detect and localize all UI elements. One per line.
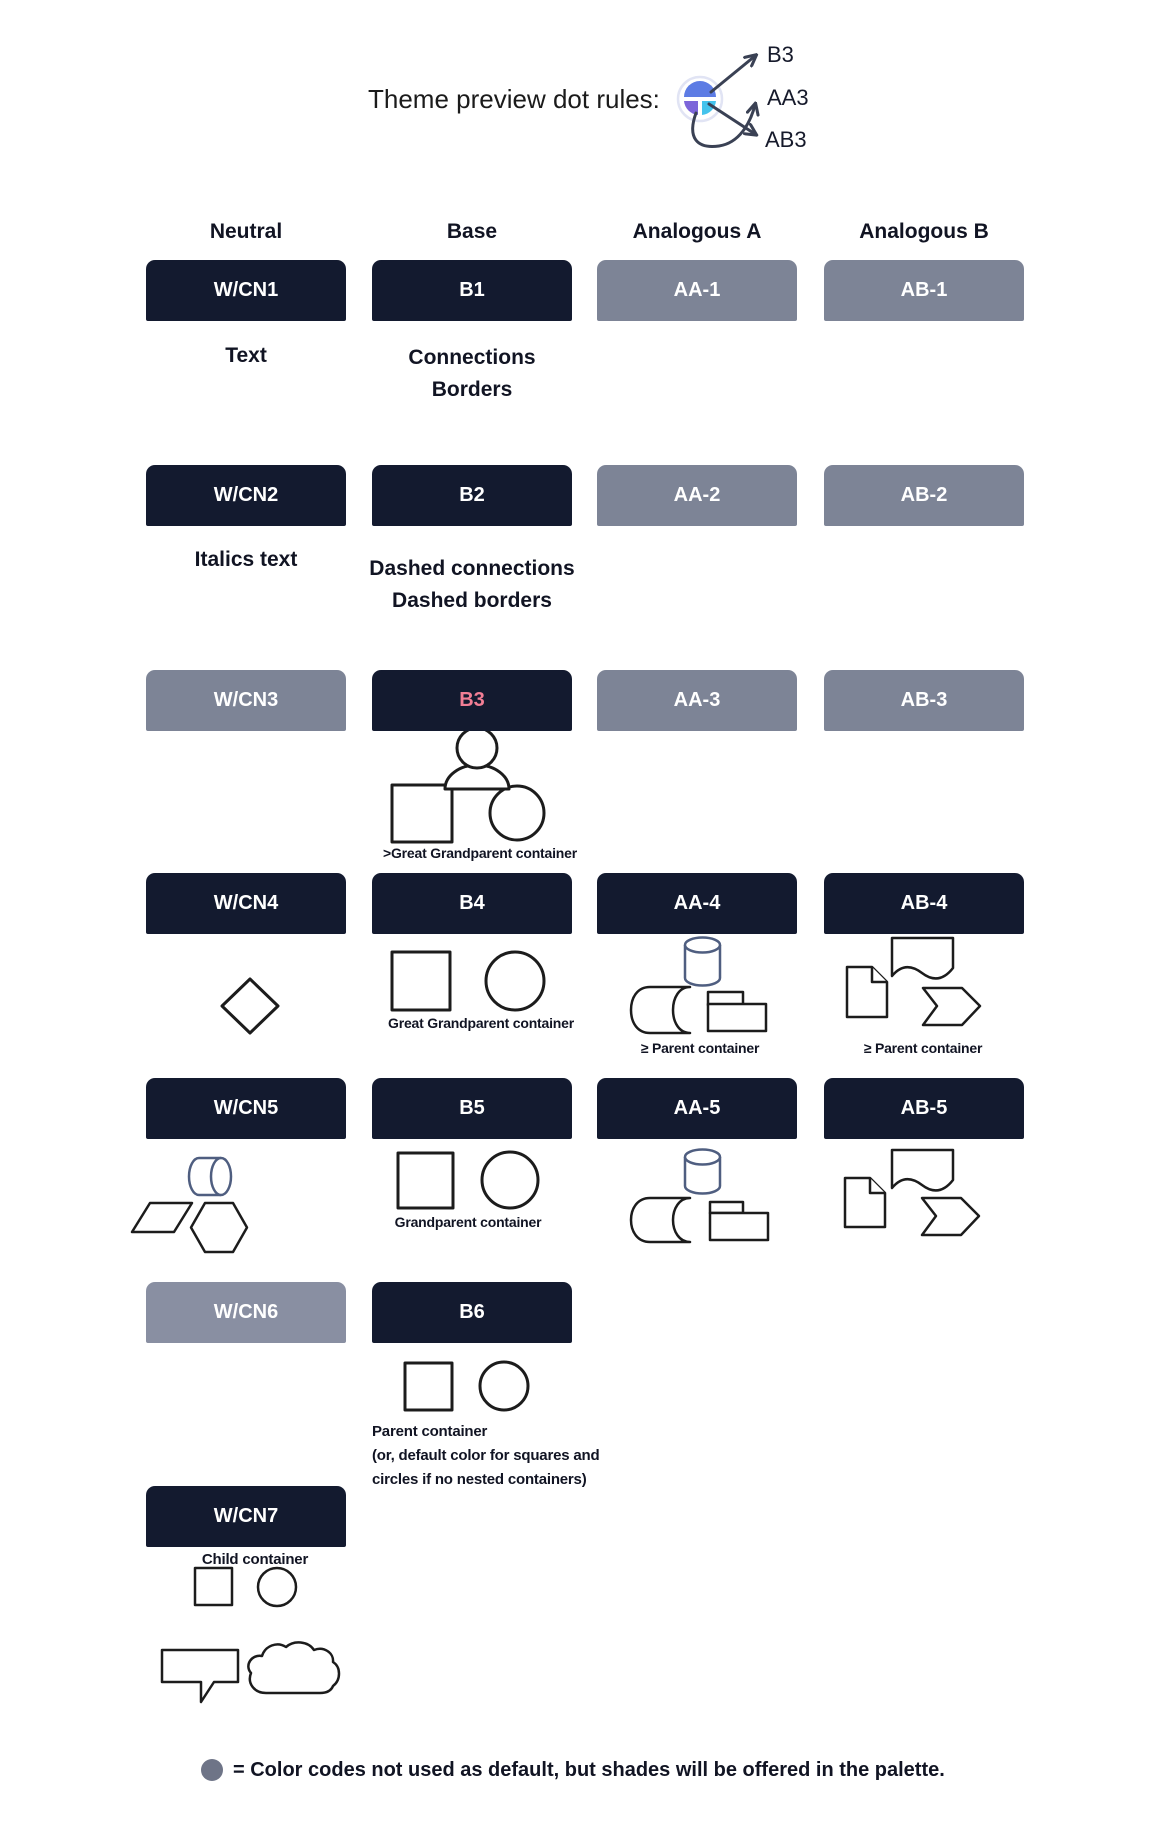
column-header-base: Base <box>446 220 498 243</box>
caption-italics-text: Italics text <box>194 548 298 571</box>
column-header-neutral: Neutral <box>209 220 283 243</box>
caption-dashed-connections: Dashed connections <box>369 557 575 580</box>
column-header-analogous-b: Analogous B <box>859 220 989 243</box>
document-shape <box>845 1178 885 1227</box>
caption-connections: Connections <box>408 346 536 369</box>
swatch-b1: B1 <box>372 260 572 321</box>
wave-tape-shape <box>892 1150 953 1190</box>
caption-text: Text <box>225 344 267 367</box>
circle-shape <box>486 952 544 1010</box>
caption-great-grandparent: Great Grandparent container <box>388 1015 574 1031</box>
dot-label-ab3: AB3 <box>765 127 807 152</box>
diamond-shape <box>222 979 278 1033</box>
horizontal-cylinder-icon <box>189 1158 231 1195</box>
square-shape <box>398 1153 453 1208</box>
caption-parent-ab4: ≥ Parent container <box>863 1040 983 1056</box>
swatch-aa-1: AA-1 <box>597 260 797 321</box>
folder-shape <box>710 1202 768 1240</box>
caption-dashed-borders: Dashed borders <box>392 589 552 612</box>
swatch-b5: B5 <box>372 1078 572 1139</box>
arrow-to-ab3 <box>709 104 755 134</box>
swatch-w-cn6: W/CN6 <box>146 1282 346 1343</box>
arrow-to-b3 <box>711 56 755 92</box>
cylinder-icon <box>685 1150 720 1194</box>
circle-shape <box>480 1362 528 1410</box>
hexagon-shape <box>191 1203 247 1252</box>
caption-parent-container: Parent container <box>372 1423 488 1440</box>
caption-parent-note-line1: (or, default color for squares and <box>372 1447 600 1464</box>
swatch-b2: B2 <box>372 465 572 526</box>
caption-great-grandparent-gt: >Great Grandparent container <box>383 845 577 861</box>
swatch-ab-3: AB-3 <box>824 670 1024 731</box>
swatch-ab-1: AB-1 <box>824 260 1024 321</box>
speech-bubble-shape <box>162 1650 238 1702</box>
square-shape <box>392 785 452 842</box>
swatch-w-cn3: W/CN3 <box>146 670 346 731</box>
swatch-ab-4: AB-4 <box>824 873 1024 934</box>
swatch-aa-2: AA-2 <box>597 465 797 526</box>
caption-parent-note-line2: circles if no nested containers) <box>372 1471 587 1488</box>
parallelogram-shape <box>132 1203 192 1232</box>
cylinder-icon <box>685 938 720 986</box>
stored-data-shape <box>631 987 690 1033</box>
swatch-aa-5: AA-5 <box>597 1078 797 1139</box>
circle-shape <box>490 786 544 840</box>
circle-shape <box>258 1568 296 1606</box>
swatch-aa-4: AA-4 <box>597 873 797 934</box>
person-icon <box>445 728 509 789</box>
caption-child-container: Child container <box>201 1551 309 1568</box>
chevron-shape <box>923 988 980 1025</box>
swatch-w-cn7: W/CN7 <box>146 1486 346 1547</box>
swatch-w-cn1: W/CN1 <box>146 260 346 321</box>
swatch-b3: B3 <box>372 670 572 731</box>
caption-grandparent: Grandparent container <box>394 1214 542 1230</box>
swatch-w-cn2: W/CN2 <box>146 465 346 526</box>
dot-label-b3: B3 <box>767 42 794 67</box>
page-title: Theme preview dot rules: <box>368 84 660 114</box>
swatch-aa-3: AA-3 <box>597 670 797 731</box>
swatch-w-cn5: W/CN5 <box>146 1078 346 1139</box>
swatch-ab-5: AB-5 <box>824 1078 1024 1139</box>
caption-borders: Borders <box>431 378 513 401</box>
document-shape <box>847 967 887 1017</box>
cloud-shape <box>248 1642 339 1693</box>
folder-shape <box>708 992 766 1031</box>
stored-data-shape <box>631 1198 690 1242</box>
circle-shape <box>482 1152 538 1208</box>
swatch-b6: B6 <box>372 1282 572 1343</box>
swatch-ab-2: AB-2 <box>824 465 1024 526</box>
swatch-b4: B4 <box>372 873 572 934</box>
swatch-w-cn4: W/CN4 <box>146 873 346 934</box>
legend-text: = Color codes not used as default, but shades will be offered in the palette. <box>233 1759 945 1781</box>
square-shape <box>195 1568 232 1605</box>
square-shape <box>405 1363 452 1410</box>
wave-tape-shape <box>892 938 953 978</box>
chevron-shape <box>922 1198 979 1235</box>
column-header-analogous-a: Analogous A <box>632 220 762 243</box>
caption-parent-aa4: ≥ Parent container <box>640 1040 760 1056</box>
dot-label-aa3: AA3 <box>767 85 809 110</box>
legend-dot-icon <box>201 1759 223 1781</box>
square-shape <box>392 952 450 1010</box>
theme-preview-dot-icon <box>678 77 722 121</box>
